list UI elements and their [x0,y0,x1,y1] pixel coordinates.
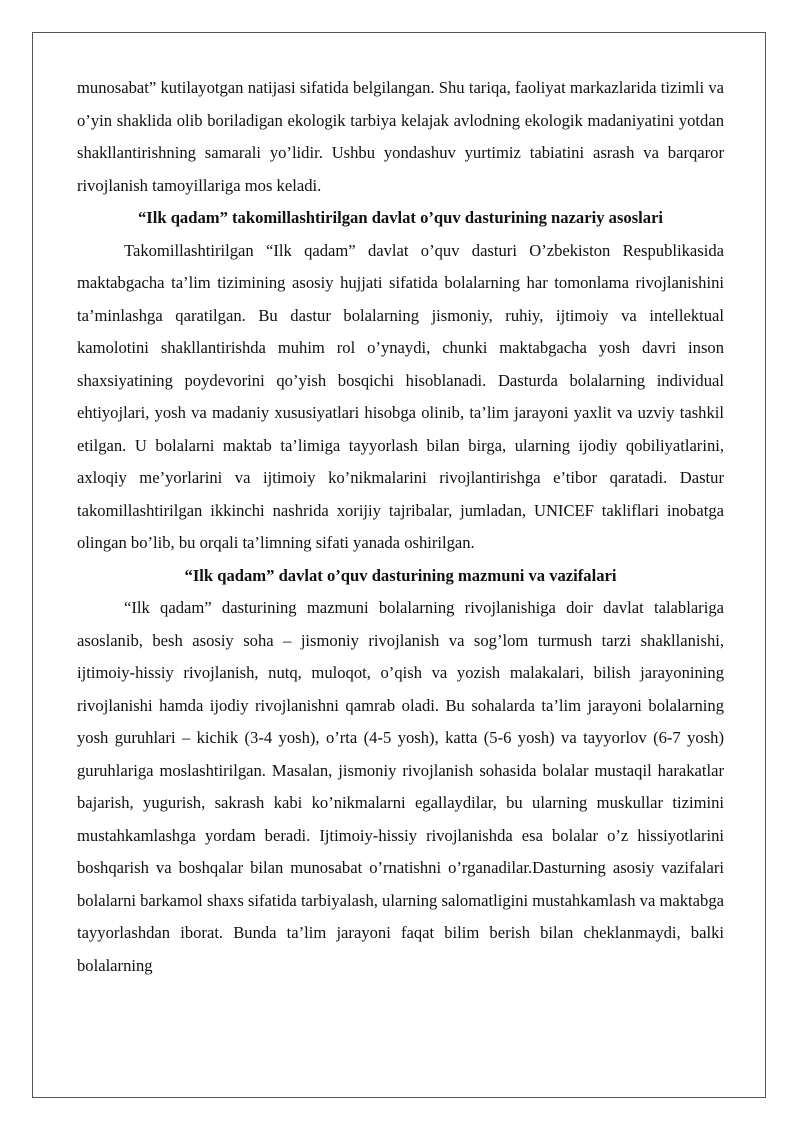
paragraph-content: “Ilk qadam” dasturining mazmuni bolalarning rivojlanishiga doir davlat talablariga asoslanib, besh asosiy soha – jismoniy rivojlanish va sog’lom turmush tarzi shakllanishi, ijtimoiy-hissiy rivojlanish, nutq, muloqot, o’qish va yozish malakalari, bilish jarayonining rivojlanishi hamda ijodiy rivojlanishni qamrab oladi. Bu sohalarda ta’lim jarayoni bolalarning yosh guruhlari – kichik (3-4 yosh), o’rta (4-5 yosh), katta (5-6 yosh) va tayyorlov (6-7 yosh) guruhlariga moslashtirilgan. Masalan, jismoniy rivojlanish sohasida bolalar mustaqil harakatlar bajarish, yugurish, sakrash kabi ko’nikmalarni egallaydilar, bu ularning muskullar tizimini mustahkamlashga yordam beradi. Ijtimoiy-hissiy rivojlanishda esa bolalar o’z hissiyotlarini boshqarish va boshqalar bilan munosabat o’rnatishni o’rganadilar.Dasturning asosiy vazifalari bolalarni barkamol shaxs sifatida tarbiyalash, ularning salomatligini mustahkamlash va maktabga tayyorlashdan iborat. Bunda ta’lim jarayoni faqat bilim berish bilan cheklanmaydi, balki bolalarning [77,598,724,975]
section-heading-content: “Ilk qadam” davlat o’quv dasturining mazmuni va vazifalari [184,565,617,585]
section-heading-theory: “Ilk qadam” takomillashtirilgan davlat o’quv dasturining nazariy asoslari [137,208,664,227]
paragraph-theory: Takomillashtirilgan “Ilk qadam” davlat o’quv dasturi O’zbekiston Respublikasida maktabgacha ta’lim tizimining asosiy hujjati sifatida bolalarning har tomonlama rivojlanishini ta’minlashga qaratilgan. Bu dastur bolalarning jismoniy, ruhiy, ijtimoiy va intellektual kamolotini shakllantirishda muhim rol o’ynaydi, chunki maktabgacha yosh davri inson shaxsiyatining poydevorini qo’yish bosqichi hisoblanadi. Dasturda bolalarning individual ehtiyojlari, yosh va madaniy xususiyatlari hisobga olinib, ta’lim jarayoni yaxlit va uzviy tashkil etilgan. U bolalarni maktab ta’limiga tayyorlash bilan birga, ularning ijodiy qobiliyatlarini, axloqiy me’yorlarini va ijtimoiy ko’nikmalarini rivojlantirishga e’tibor qaratadi. Dastur takomillashtirilgan ikkinchi nashrida xorijiy tajribalar, jumladan, UNICEF takliflari inobatga olingan bo’lib, bu orqali ta’limning sifati yanada oshirilgan. [77,240,724,552]
paragraph-continuation: munosabat” kutilayotgan natijasi sifatida belgilangan. Shu tariqa, faoliyat markazlarida tizimli va o’yin shaklida olib boriladigan ekologik tarbiya kelajak avlodning ekologik madaniyatini yotdan shakllantirishning samarali yo’lidir. Ushbu yondashuv yurtimiz tabiatini asrash va barqaror rivojlanish tamoyillariga mos keladi. [77,78,724,195]
document-body [77,72,724,982]
